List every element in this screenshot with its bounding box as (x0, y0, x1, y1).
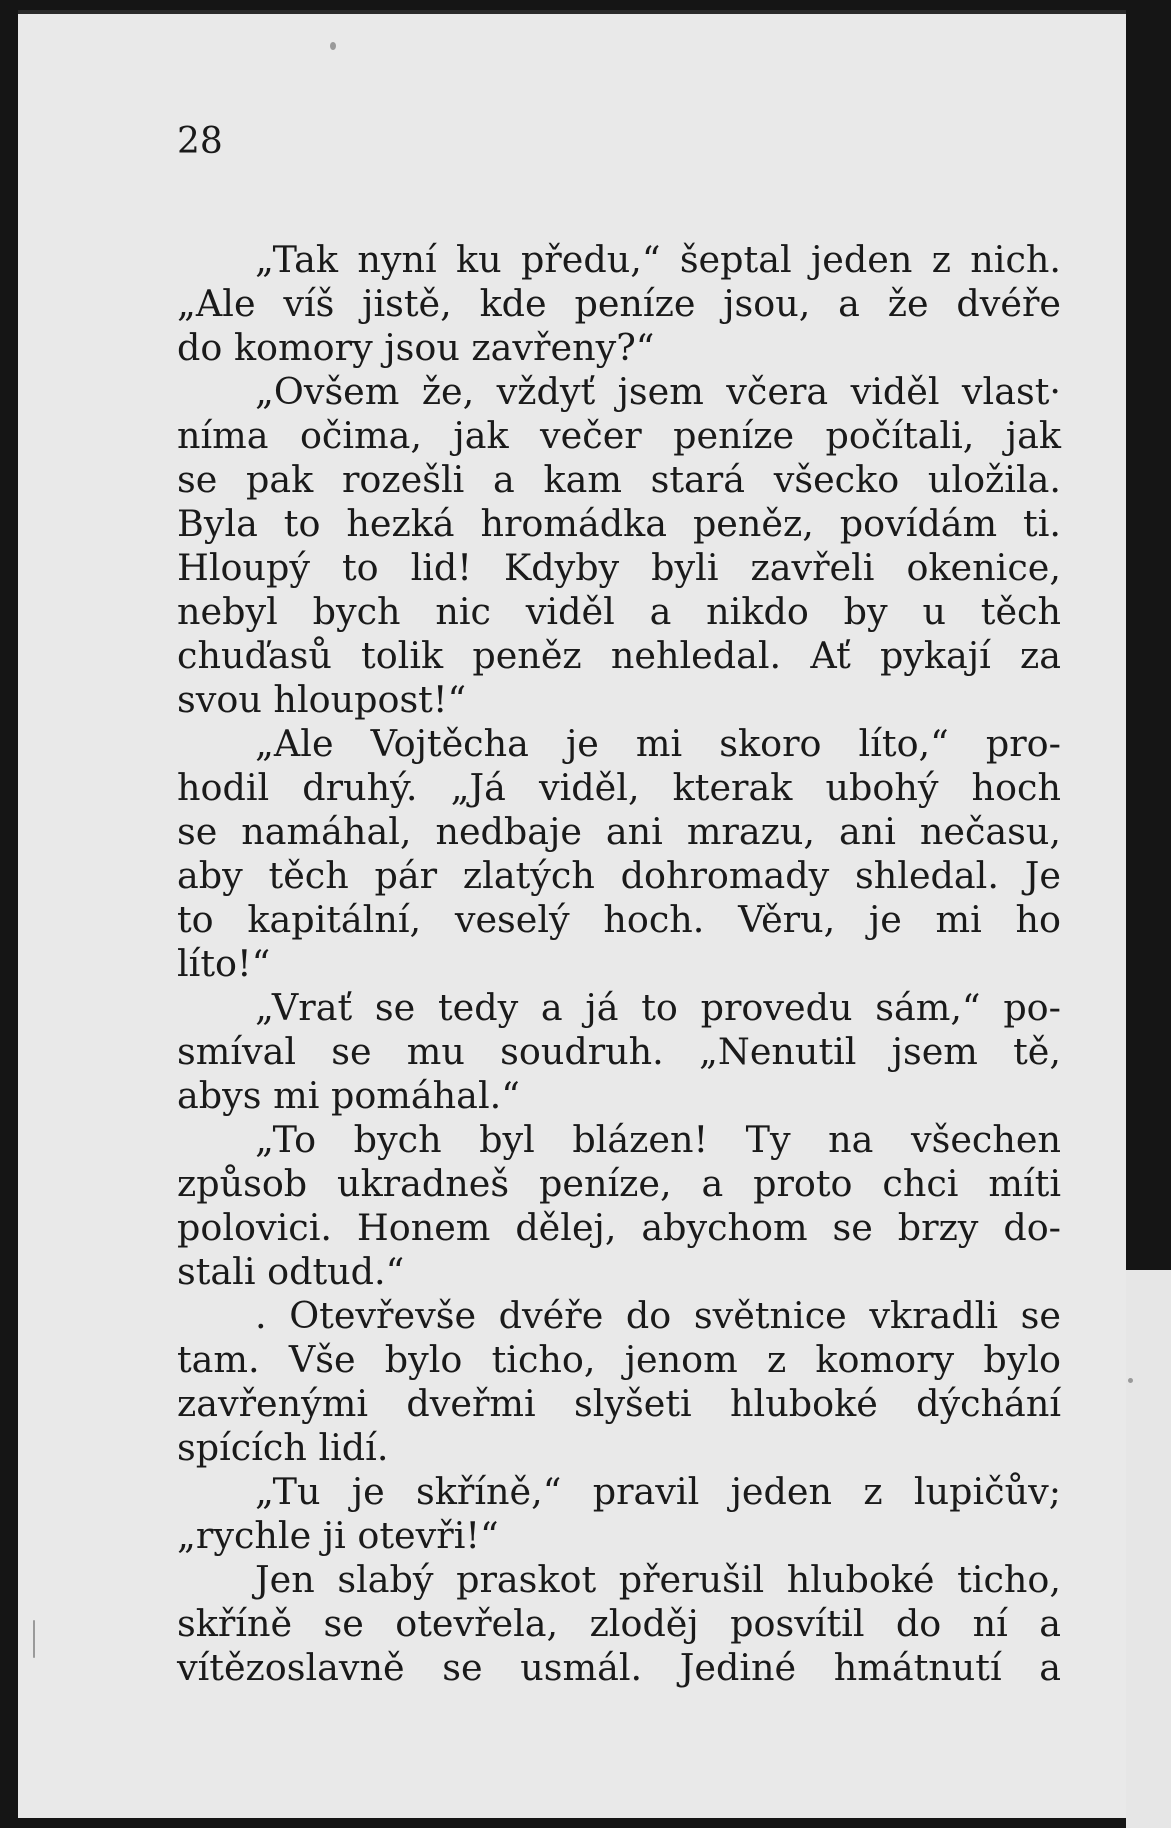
book-page (18, 14, 1126, 1818)
text-line: spících lidí. (177, 1426, 389, 1469)
text-line: abys mi pomáhal.“ (177, 1074, 520, 1117)
page-edge (1126, 1270, 1171, 1828)
paper-speck (330, 42, 336, 50)
text-line: . Otevřevše dvéře do světnice vkradli se (255, 1294, 1061, 1337)
text-line: líto!“ (177, 942, 271, 985)
page-number: 28 (177, 121, 223, 162)
text-line: Hloupý to lid! Kdyby byli zavřeli okenice, (177, 546, 1061, 589)
paper-speck (1128, 1378, 1133, 1383)
text-line: svou hloupost!“ (177, 678, 467, 721)
text-line: se namáhal, nedbaje ani mrazu, ani nečasu, (177, 810, 1061, 853)
text-line: aby těch pár zlatých dohromady shledal. Je (177, 854, 1061, 897)
text-line: skříně se otevřela, zloděj posvítil do ní a (177, 1602, 1061, 1645)
text-line: „Ale Vojtěcha je mi skoro líto,“ pro- (255, 722, 1061, 765)
text-line: se pak rozešli a kam stará všecko uložila. (177, 458, 1061, 501)
text-line: chuďasů tolik peněz nehledal. Ať pykají za (177, 634, 1061, 677)
text-line: Byla to hezká hromádka peněz, povídám ti. (177, 502, 1061, 545)
text-line: do komory jsou zavřeny?“ (177, 326, 655, 369)
text-line: stali odtud.“ (177, 1250, 405, 1293)
text-line: polovici. Honem dělej, abychom se brzy do- (177, 1206, 1061, 1249)
text-line: smíval se mu soudruh. „Nenutil jsem tě, (177, 1030, 1061, 1073)
text-line: „Vrať se tedy a já to provedu sám,“ po- (255, 986, 1061, 1029)
text-line: „rychle ji otevři!“ (177, 1514, 499, 1557)
text-line: Jen slabý praskot přerušil hluboké ticho, (255, 1558, 1061, 1601)
text-line: tam. Vše bylo ticho, jenom z komory bylo (177, 1338, 1061, 1381)
text-line: způsob ukradneš peníze, a proto chci míti (177, 1162, 1061, 1205)
text-line: „To bych byl blázen! Ty na všechen (255, 1118, 1061, 1161)
text-line: níma očima, jak večer peníze počítali, jak (177, 414, 1061, 457)
text-line: to kapitální, veselý hoch. Věru, je mi ho (177, 898, 1061, 941)
text-line: nebyl bych nic viděl a nikdo by u těch (177, 590, 1061, 633)
text-line: „Tak nyní ku předu,“ šeptal jeden z nich. (255, 238, 1061, 281)
text-line: hodil druhý. „Já viděl, kterak ubohý hoch (177, 766, 1061, 809)
text-line: „Ovšem že, vždyť jsem včera viděl vlast· (255, 370, 1061, 413)
text-line: vítězoslavně se usmál. Jediné hmátnutí a (177, 1646, 1061, 1689)
body-text (177, 238, 1061, 1690)
paper-speck (33, 1620, 35, 1658)
text-line: „Ale víš jistě, kde peníze jsou, a že dvéře (177, 282, 1061, 325)
text-line: „Tu je skříně,“ pravil jeden z lupičův; (255, 1470, 1061, 1513)
text-line: zavřenými dveřmi slyšeti hluboké dýchání (177, 1382, 1061, 1425)
